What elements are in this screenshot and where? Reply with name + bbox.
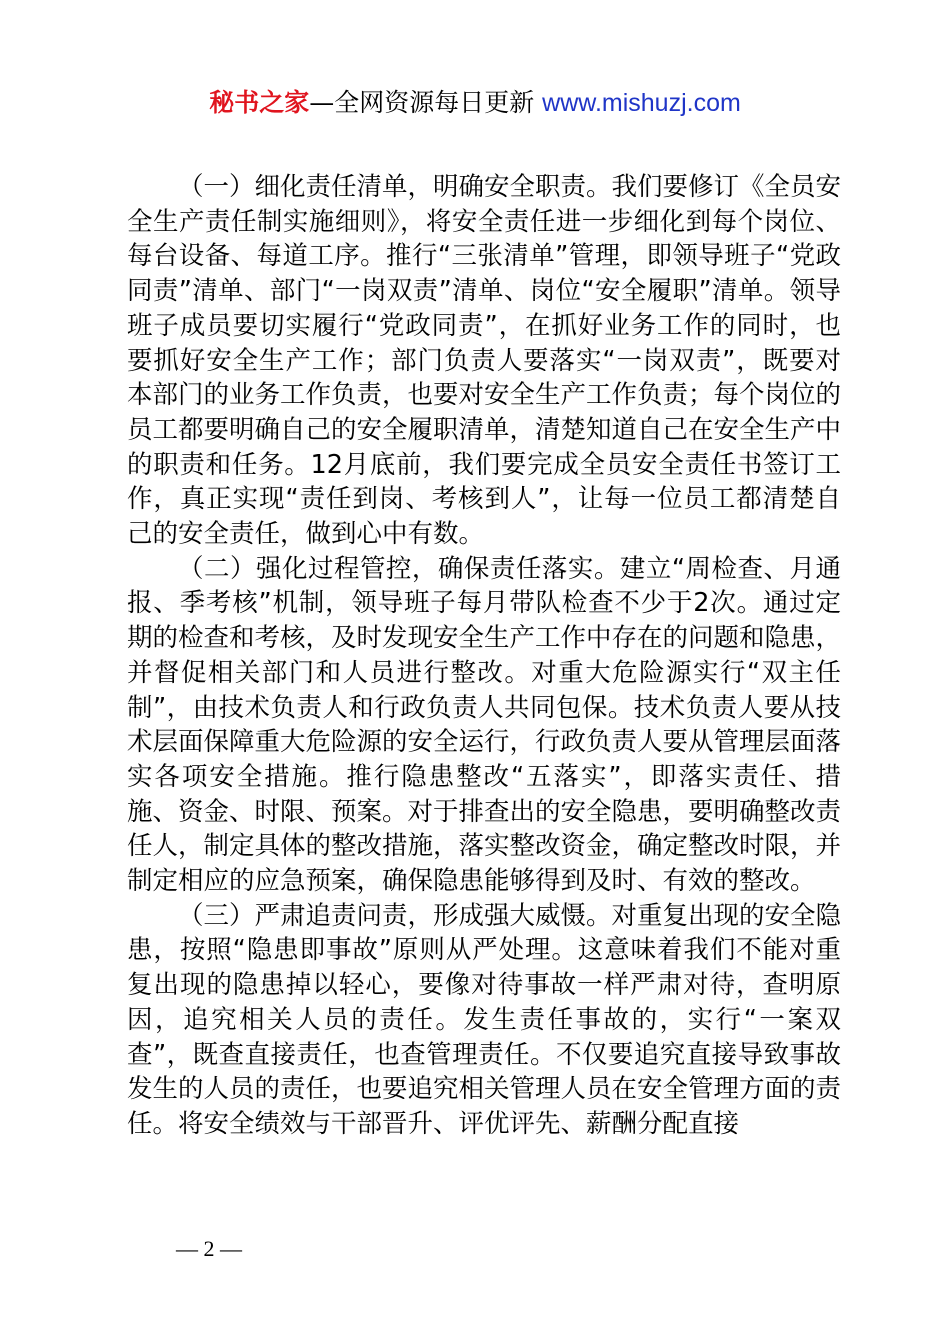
paragraph-responsibility-list: （一）细化责任清单，明确安全职责。我们要修订《全员安全生产责任制实施细则》，将安全责任进一步细化到每个岗位、每台设备、每道工序。推行“三张清单”管理，即领导班子“党政同责”清单、部门“一岗双责”清单、岗位“安全履职”清单。领导班子成员要切实履行“党政同责”，在抓好业务工作的同时，也要抓好安全生产工作；部门负责人要落实“一岗双责”，既要对本部门的业务工作负责，也要对安全生产工作负责；每个岗位的员工都要明确自己的安全履职清单，清楚知道自己在安全生产中的职责和任务。12月底前，我们要完成全员安全责任书签订工作，真正实现“责任到岗、考核到人”，让每一位员工都清楚自己的安全责任，做到心中有数。 — [127, 172, 842, 550]
brand-name: 秘书之家 — [209, 88, 310, 117]
site-url[interactable]: www.mishuzj.com — [542, 89, 741, 117]
paragraph-process-control: （二）强化过程管控，确保责任落实。建立“周检查、月通报、季考核”机制，领导班子每月带队检查不少于2次。通过定期的检查和考核，及时发现安全生产工作中存在的问题和隐患，并督促相关部门和人员进行整改。对重大危险源实行“双主任制”，由技术负责人和行政负责人共同包保。技术负责人要从技术层面保障重大危险源的安全运行，行政负责人要从管理层面落实各项安全措施。推行隐患整改“五落实”，即落实责任、措施、资金、时限、预案。对于排查出的安全隐患，要明确整改责任人，制定具体的整改措施，落实整改资金，确定整改时限，并制定相应的应急预案，确保隐患能够得到及时、有效的整改。 — [127, 553, 842, 897]
paragraph-accountability: （三）严肃追责问责，形成强大威慑。对重复出现的安全隐患，按照“隐患即事故”原则从严处理。这意味着我们不能对重复出现的隐患掉以轻心，要像对待事故一样严肃对待，查明原因，追究相关人员的责任。发生责任事故的，实行“一案双查”，既查直接责任，也查管理责任。不仅要追究直接导致事故发生的人员的责任，也要追究相关管理人员在安全管理方面的责任。将安全绩效与干部晋升、评优评先、薪酬分配直接 — [127, 900, 842, 1139]
header-slogan: —全网资源每日更新 — [309, 88, 543, 117]
page-number: — 2 — — [176, 1236, 242, 1261]
document-body — [127, 170, 841, 1142]
site-header — [0, 86, 950, 120]
